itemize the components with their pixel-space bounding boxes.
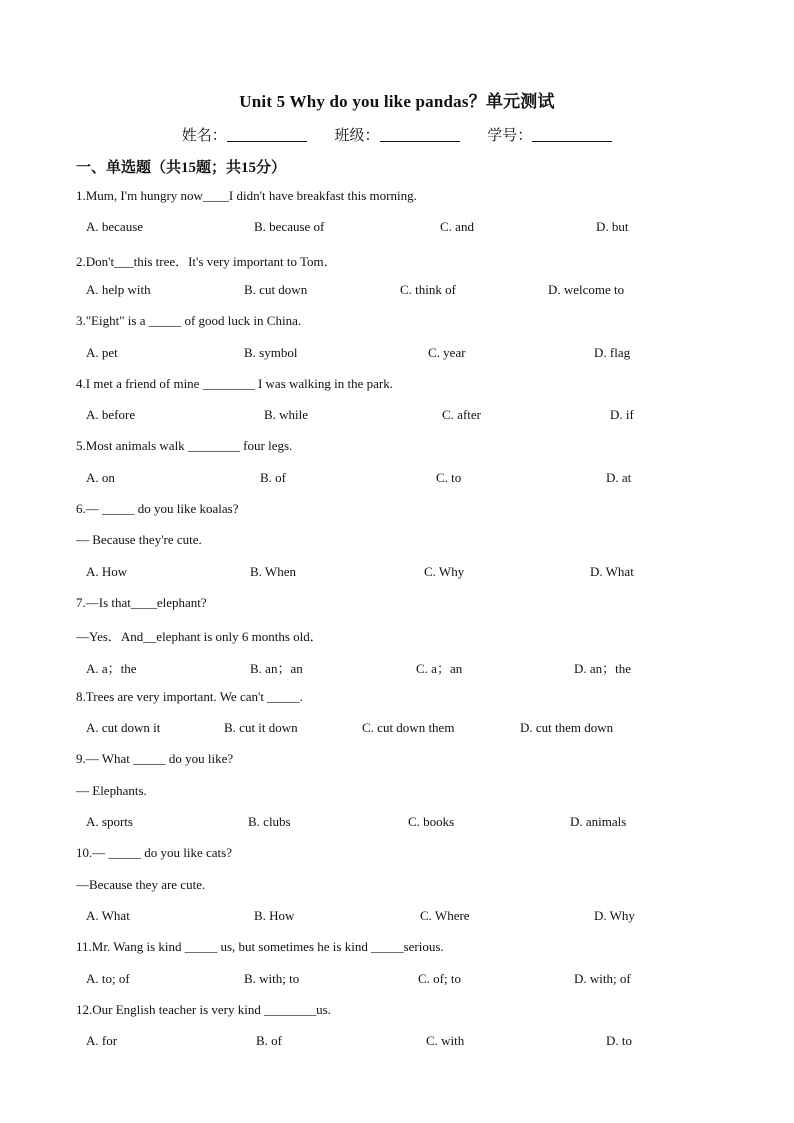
answer-option: A. because	[86, 219, 144, 235]
answer-option: D. welcome to	[548, 281, 625, 297]
answer-option: A. cut down it	[86, 720, 161, 736]
answer-option: B. cut it down	[224, 720, 298, 736]
answer-option: C. cut down them	[362, 720, 455, 736]
question-text: 8.Trees are very important. We can't _____.	[76, 688, 303, 704]
answer-option: D. but	[596, 219, 629, 235]
question-text: 9.— What _____ do you like?	[76, 751, 234, 767]
id-blank	[532, 127, 612, 142]
answer-option: C. with	[426, 1033, 465, 1049]
answer-option: C. to	[436, 469, 462, 485]
answer-option: C. think of	[400, 281, 456, 297]
question-dialog-line: —Yes．And__elephant is only 6 months old．	[76, 629, 323, 645]
answer-option: B. while	[264, 407, 309, 423]
question-text: 4.I met a friend of mine ________ I was walking in the park.	[76, 375, 393, 391]
question-dialog-line: — Because they're cute.	[76, 532, 202, 548]
name-label: 姓名：	[181, 128, 227, 144]
answer-option: B. with; to	[244, 970, 300, 986]
answer-option: D. if	[610, 407, 634, 423]
answer-option: C. of; to	[418, 970, 461, 986]
answer-option: B. symbol	[244, 344, 298, 360]
answer-option: D. at	[606, 469, 632, 485]
answer-option: B. an；an	[250, 660, 303, 676]
answer-option: D. to	[606, 1033, 632, 1049]
class-field	[334, 124, 459, 145]
answer-option: A. sports	[86, 814, 133, 829]
answer-option: D. an；the	[574, 660, 632, 676]
answer-option: A. help with	[86, 281, 151, 297]
answer-option: A. What	[86, 907, 130, 923]
answer-option: A. on	[86, 469, 115, 485]
question-text: 1.Mum, I'm hungry now____I didn't have breakfast this morning.	[76, 188, 417, 203]
question-text: 5.Most animals walk ________ four legs.	[76, 438, 293, 454]
answer-option: C. books	[408, 814, 455, 829]
answer-option: A. How	[86, 563, 128, 579]
question-text: 12.Our English teacher is very kind ________us.	[76, 1001, 331, 1017]
answer-option: C. year	[428, 344, 466, 360]
answer-option: B. clubs	[248, 814, 291, 829]
question-text: 7.—Is that____elephant?	[76, 594, 207, 610]
answer-option: C. a；an	[416, 660, 463, 676]
answer-option: B. When	[250, 563, 296, 579]
answer-option: B. How	[254, 907, 295, 923]
answer-option: D. cut them down	[520, 720, 614, 736]
answer-option: A. pet	[86, 344, 118, 360]
id-field	[487, 124, 612, 145]
answer-option: C. Why	[424, 563, 465, 579]
answer-option: C. Where	[420, 907, 470, 923]
answer-option: B. because of	[254, 219, 325, 235]
question-text: 2.Don't___this tree．It's very important to Tom．	[76, 253, 337, 269]
section-heading: 一、单选题（共15题；共15分）	[76, 160, 287, 176]
question-text: 3."Eight" is a _____ of good luck in China.	[76, 313, 302, 329]
answer-option: B. of	[256, 1033, 282, 1049]
question-text: 11.Mr. Wang is kind _____ us, but sometimes he is kind _____serious.	[76, 939, 444, 955]
question-dialog-line: — Elephants.	[76, 782, 147, 798]
class-label: 班级：	[334, 128, 380, 144]
answer-option: B. cut down	[244, 281, 308, 297]
answer-option: A. for	[86, 1033, 118, 1049]
question-dialog-line: —Because they are cute.	[76, 876, 206, 892]
answer-option: C. after	[442, 407, 481, 423]
page-title: Unit 5 Why do you like pandas？单元测试	[239, 92, 555, 111]
id-label: 学号：	[487, 128, 533, 144]
answer-option: B. of	[260, 469, 286, 485]
answer-option: A. to; of	[86, 970, 130, 986]
answer-option: D. animals	[570, 814, 627, 829]
answer-option: D. Why	[594, 907, 635, 923]
student-info	[0, 124, 794, 145]
class-blank	[380, 127, 460, 142]
answer-option: A. a；the	[86, 660, 137, 676]
answer-option: D. flag	[594, 344, 631, 360]
name-blank	[227, 127, 307, 142]
question-text: 10.— _____ do you like cats?	[76, 845, 232, 861]
name-field	[182, 124, 307, 145]
question-text: 6.— _____ do you like koalas?	[76, 501, 239, 516]
answer-option: D. What	[590, 563, 634, 579]
answer-option: A. before	[86, 407, 136, 423]
answer-option: C. and	[440, 219, 474, 235]
answer-option: D. with; of	[574, 970, 631, 986]
